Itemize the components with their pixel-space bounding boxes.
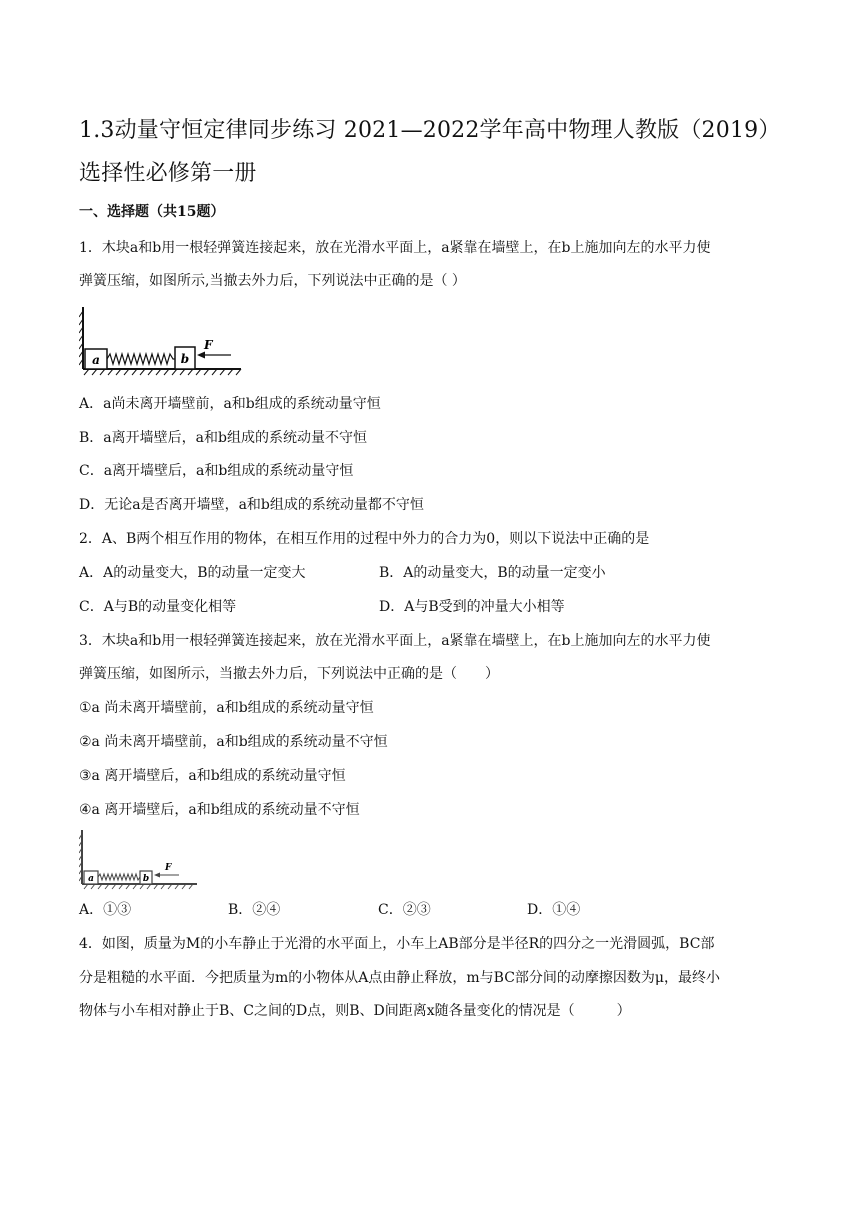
q2-option-a: A．A的动量变大，B的动量一定变大 bbox=[79, 565, 306, 581]
q1-spring-block-figure bbox=[79, 305, 249, 377]
q3-option-b: B．②④ bbox=[228, 902, 281, 918]
q1-option-c: C．a离开墙壁后，a和b组成的系统动量守恒 bbox=[79, 463, 354, 479]
q1-stem-line2: 弹簧压缩，如图所示,当撤去外力后，下列说法中正确的是（ ） bbox=[79, 273, 466, 289]
q2-stem: 2．A、B两个相互作用的物体，在相互作用的过程中外力的合力为0，则以下说法中正确的是 bbox=[79, 531, 650, 547]
q3-option-d: D．①④ bbox=[527, 902, 581, 918]
q2-option-b: B．A的动量变大，B的动量一定变小 bbox=[379, 565, 606, 581]
q1-block-a-label: a bbox=[92, 353, 100, 367]
q3-stem-line2: 弹簧压缩，如图所示，当撤去外力后，下列说法中正确的是（ ） bbox=[79, 666, 499, 682]
q3-option-a: A．①③ bbox=[79, 902, 132, 918]
q3-statement-3: ③a 离开墙壁后，a和b组成的系统动量守恒 bbox=[79, 768, 346, 784]
q4-stem-line3: 物体与小车相对静止于B、C之间的D点，则B、D间距离x随各量变化的情况是（ ） bbox=[79, 1003, 631, 1019]
q3-statement-1: ①a 尚未离开墙壁前，a和b组成的系统动量守恒 bbox=[79, 700, 374, 716]
q3-statement-4: ④a 离开墙壁后，a和b组成的系统动量不守恒 bbox=[79, 802, 360, 818]
q1-block-b-label: b bbox=[180, 352, 190, 366]
q4-stem-line1: 4．如图，质量为M的小车静止于光滑的水平面上，小车上AB部分是半径R的四分之一光滑圆弧，BC部 bbox=[79, 936, 715, 952]
q3-option-c: C．②③ bbox=[378, 902, 431, 918]
section-heading: 一、选择题（共15题） bbox=[79, 204, 225, 220]
q1-option-a: A．a尚未离开墙壁前，a和b组成的系统动量守恒 bbox=[79, 396, 381, 412]
q1-option-b: B．a离开墙壁后，a和b组成的系统动量不守恒 bbox=[79, 430, 367, 446]
q2-option-d: D．A与B受到的冲量大小相等 bbox=[379, 599, 565, 615]
q1-stem-line1: 1．木块a和b用一根轻弹簧连接起来，放在光滑水平面上，a紧靠在墙壁上，在b上施加向左的水平力使 bbox=[79, 240, 711, 256]
q3-block-b-label: b bbox=[142, 874, 150, 884]
q3-stem-line1: 3．木块a和b用一根轻弹簧连接起来，放在光滑水平面上，a紧靠在墙壁上，在b上施加向左的水平力使 bbox=[79, 633, 711, 649]
document-title-line1: 1.3动量守恒定律同步练习 2021—2022学年高中物理人教版（2019） bbox=[79, 118, 781, 143]
q1-force-label: F bbox=[204, 338, 213, 352]
q3-block-a-label: a bbox=[88, 874, 94, 884]
q1-option-d: D．无论a是否离开墙壁，a和b组成的系统动量都不守恒 bbox=[79, 497, 424, 513]
q3-spring-block-figure bbox=[79, 828, 201, 890]
document-title-line2: 选择性必修第一册 bbox=[79, 161, 257, 186]
q4-stem-line2: 分是粗糙的水平面．今把质量为m的小物体从A点由静止释放，m与BC部分间的动摩擦因数为μ，最终小 bbox=[79, 970, 721, 986]
q3-statement-2: ②a 尚未离开墙壁前，a和b组成的系统动量不守恒 bbox=[79, 734, 388, 750]
q2-option-c: C．A与B的动量变化相等 bbox=[79, 599, 237, 615]
q3-force-label: F bbox=[165, 863, 172, 873]
